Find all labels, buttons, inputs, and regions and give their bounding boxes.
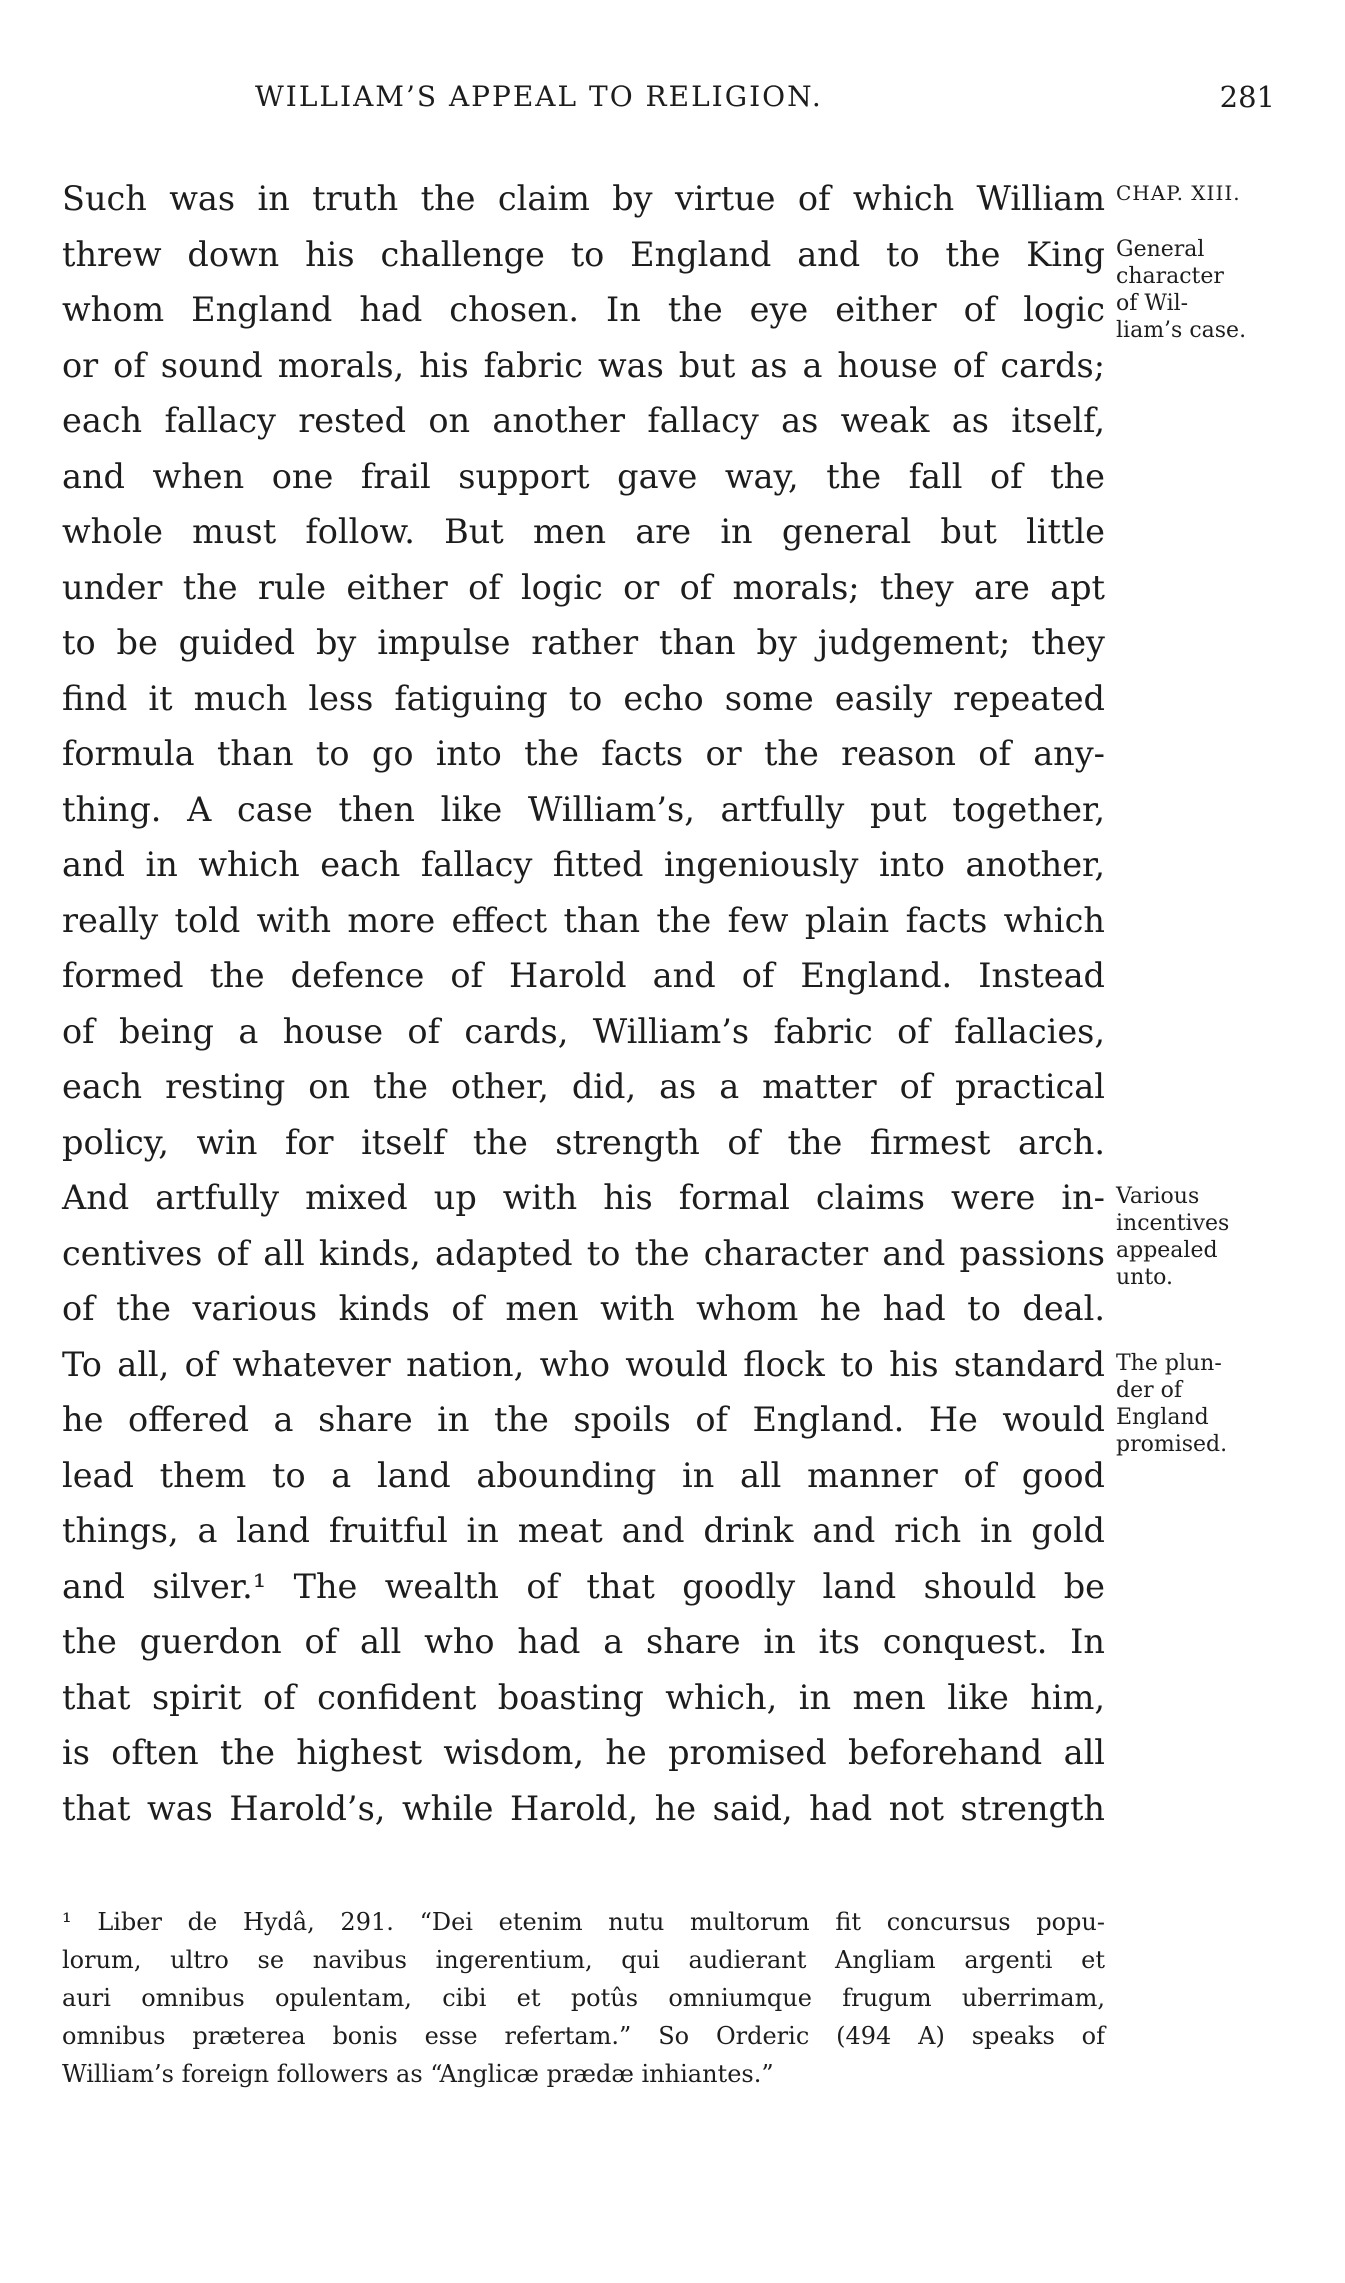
text-line: each fallacy rested on another fallacy as weak as itself, [62, 401, 1105, 440]
text-line: and silver.¹ The wealth of that goodly land should be [62, 1566, 1105, 1606]
text-line: each resting on the other, did, as a matter of practical [62, 1067, 1105, 1106]
text-line: To all, of whatever nation, who would flock to his standard [62, 1344, 1105, 1384]
margin-note-line: incentives [1116, 1211, 1230, 1236]
footnote-line: ¹ Liber de Hydâ, 291. “Dei etenim nutu multorum fit concursus popu- [62, 1908, 1105, 1936]
footnotes [62, 1903, 1105, 2093]
text-line: that was Harold’s, while Harold, he said, had not strength [62, 1788, 1105, 1828]
footnote-line: lorum, ultro se navibus ingerentium, qui audierant Angliam argenti et [62, 1946, 1105, 1974]
margin-note-line: England [1116, 1405, 1209, 1430]
margin-note-line: unto. [1116, 1265, 1174, 1290]
text-line: really told with more effect than the few plain facts which [62, 900, 1105, 940]
text-line: centives of all kinds, adapted to the character and passions [62, 1233, 1105, 1273]
margin-note-various-incentives [1116, 1183, 1338, 1291]
text-line: lead them to a land abounding in all manner of good [62, 1455, 1105, 1495]
margin-note-line: liam’s case. [1116, 318, 1247, 343]
text-line: of being a house of cards, William’s fabric of fallacies, [62, 1011, 1105, 1051]
text-line: and in which each fallacy fitted ingeniously into another, [62, 845, 1105, 884]
text-line: the guerdon of all who had a share in its conquest. In [62, 1622, 1105, 1661]
text-line: that spirit of confident boasting which, in men like him, [62, 1677, 1105, 1717]
text-line: and when one frail support gave way, the fall of the [62, 456, 1105, 496]
text-line: formed the defence of Harold and of England. Instead [62, 956, 1105, 995]
text-line: find it much less fatiguing to echo some easily repeated [62, 678, 1105, 718]
text-line: formula than to go into the facts or the reason of any- [62, 734, 1105, 773]
text-line: he offered a share in the spoils of England. He would [62, 1400, 1105, 1439]
footnote-line: omnibus præterea bonis esse refertam.” So Orderic (494 A) speaks of [62, 2022, 1105, 2050]
margin-chapter-label [1116, 180, 1338, 207]
text-line: Such was in truth the claim by virtue of which William [62, 179, 1105, 218]
margin-note-line: der of [1116, 1378, 1182, 1403]
text-line: whole must follow. But men are in general but little [62, 512, 1105, 551]
chapter-label: CHAP. XIII. [1116, 181, 1241, 205]
main-text [62, 171, 1105, 1836]
text-line: or of sound morals, his fabric was but as a house of cards; [62, 345, 1105, 385]
page-number: 281 [1219, 80, 1275, 114]
margin-note-line: General [1116, 237, 1205, 262]
text-line: whom England had chosen. In the eye either of logic [62, 290, 1105, 329]
footnote-line: William’s foreign followers as “Anglicæ prædæ inhiantes.” [62, 2060, 774, 2088]
margin-note-general-character [1116, 236, 1338, 344]
margin-note-line: Various [1116, 1184, 1200, 1209]
margin-note-line: The plun- [1116, 1351, 1222, 1376]
text-line: is often the highest wisdom, he promised beforehand all [62, 1733, 1105, 1772]
text-line: of the various kinds of men with whom he had to deal. [62, 1289, 1105, 1328]
margin-note-line: promised. [1116, 1432, 1228, 1457]
text-line: policy, win for itself the strength of the firmest arch. [62, 1122, 1105, 1162]
text-line: threw down his challenge to England and to the King [62, 234, 1105, 274]
footnote-line: auri omnibus opulentam, cibi et potûs omniumque frugum uberrimam, [62, 1984, 1105, 2012]
text-line: thing. A case then like William’s, artfully put together, [62, 789, 1105, 829]
margin-note-plunder-promised [1116, 1350, 1338, 1458]
text-line: And artfully mixed up with his formal claims were in- [62, 1178, 1105, 1217]
margin-note-line: of Wil- [1116, 291, 1189, 316]
margin-note-line: character [1116, 264, 1224, 289]
text-line: to be guided by impulse rather than by judgement; they [62, 623, 1105, 662]
margin-note-line: appealed [1116, 1238, 1218, 1263]
text-line: things, a land fruitful in meat and drink and rich in gold [62, 1511, 1105, 1550]
running-title: WILLIAM’S APPEAL TO RELIGION. [255, 80, 823, 113]
text-line: under the rule either of logic or of morals; they are apt [62, 567, 1105, 607]
